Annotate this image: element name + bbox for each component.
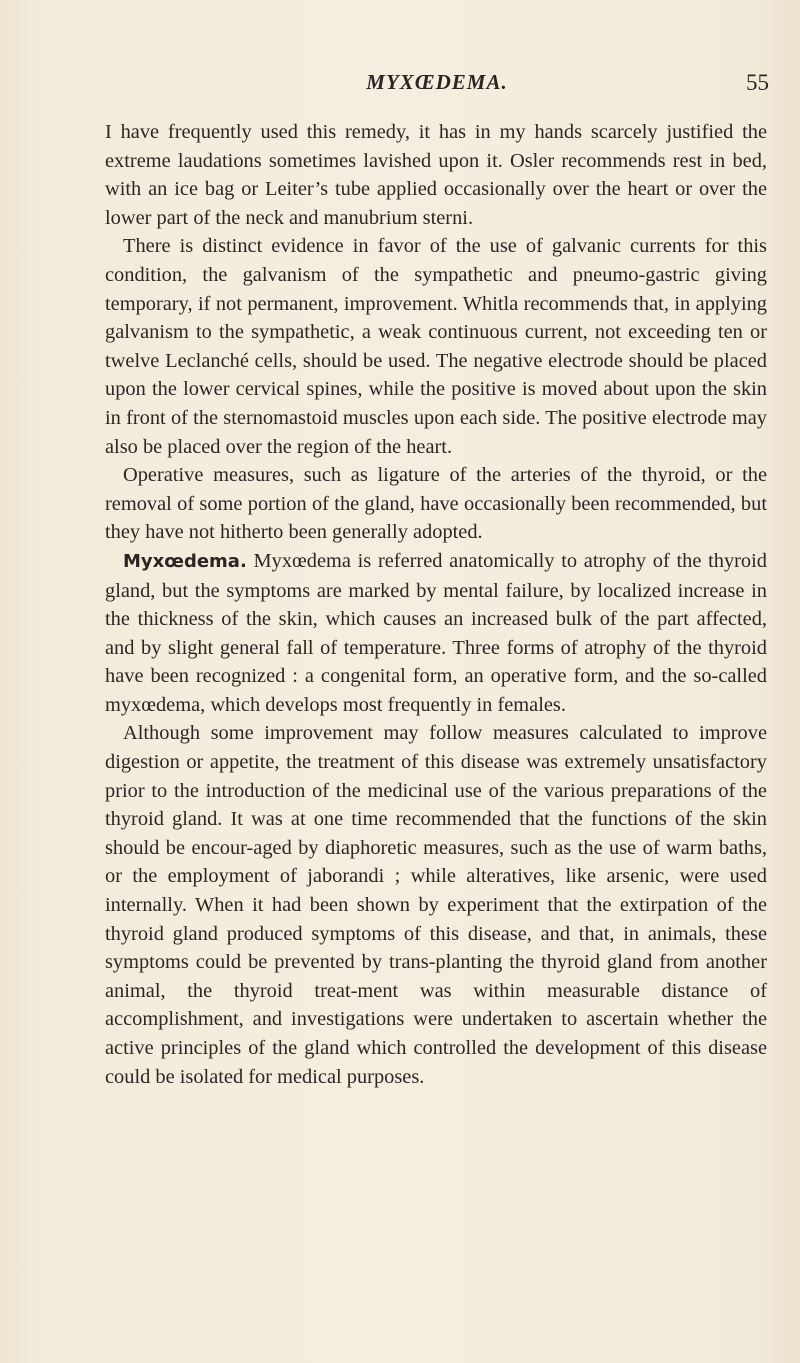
paragraph xyxy=(105,547,767,720)
paragraph xyxy=(105,232,767,461)
paragraph xyxy=(105,461,767,547)
paragraph-text: Operative measures, such as ligature of the arteries of the thyroid, or the removal of some portion of the gland, have occasionally been recommended, but they have not hitherto been generally adopted. xyxy=(105,464,767,544)
section-heading: Myxœdema. xyxy=(123,550,247,572)
running-title: MYXŒDEMA. xyxy=(366,70,508,94)
paragraph-text: There is distinct evidence in favor of the use of galvanic currents for this condition, the galvanism of the sympathetic and pneumo-gastric giving temporary, if not permanent, improvement. Whitla recommends that, in applying galvanism to the sympathetic, a weak continuous current, not exceeding ten or twelve Leclanché cells, should be used. The negative electrode should be placed upon the lower cervical spines, while the positive is moved about upon the skin in front of the sternomastoid muscles upon each side. The positive electrode may also be placed over the region of the heart. xyxy=(105,235,767,458)
page-header xyxy=(105,70,769,102)
paragraph-text: I have frequently used this remedy, it has in my hands scarcely justified the extreme laudations sometimes lavished upon it. Osler recommends rest in bed, with an ice bag or Leiter’s tube applied occasionally over the heart or over the lower part of the neck and manubrium sterni. xyxy=(105,121,767,229)
page-number: 55 xyxy=(746,70,769,95)
paragraph xyxy=(105,118,767,232)
body-text xyxy=(105,118,767,1091)
paragraph xyxy=(105,719,767,1091)
paragraph-text: Myxœdema is referred anatomically to atrophy of the thyroid gland, but the symptoms are marked by mental failure, by localized increase in the thickness of the skin, which causes an increased bulk of the part affected, and by slight general fall of temperature. Three forms of atrophy of the thyroid have been recognized : a congenital form, an operative form, and the so-called myxœdema, which develops most frequently in females. xyxy=(105,549,767,716)
paragraph-text: Although some improvement may follow measures calculated to improve digestion or appetite, the treatment of this disease was extremely unsatisfactory prior to the introduction of the medicinal use of the various preparations of the thyroid gland. It was at one time recommended that the functions of the skin should be encour-aged by diaphoretic measures, such as the use of warm baths, or the employment of jaborandi ; while alteratives, like arsenic, were used internally. When it had been shown by experiment that the extirpation of the thyroid gland produced symptoms of this disease, and that, in animals, these symptoms could be prevented by trans-planting the thyroid gland from another animal, the thyroid treat-ment was within measurable distance of accomplishment, and investigations were undertaken to ascertain whether the active principles of the gland which controlled the development of this disease could be isolated for medical purposes. xyxy=(105,722,767,1088)
